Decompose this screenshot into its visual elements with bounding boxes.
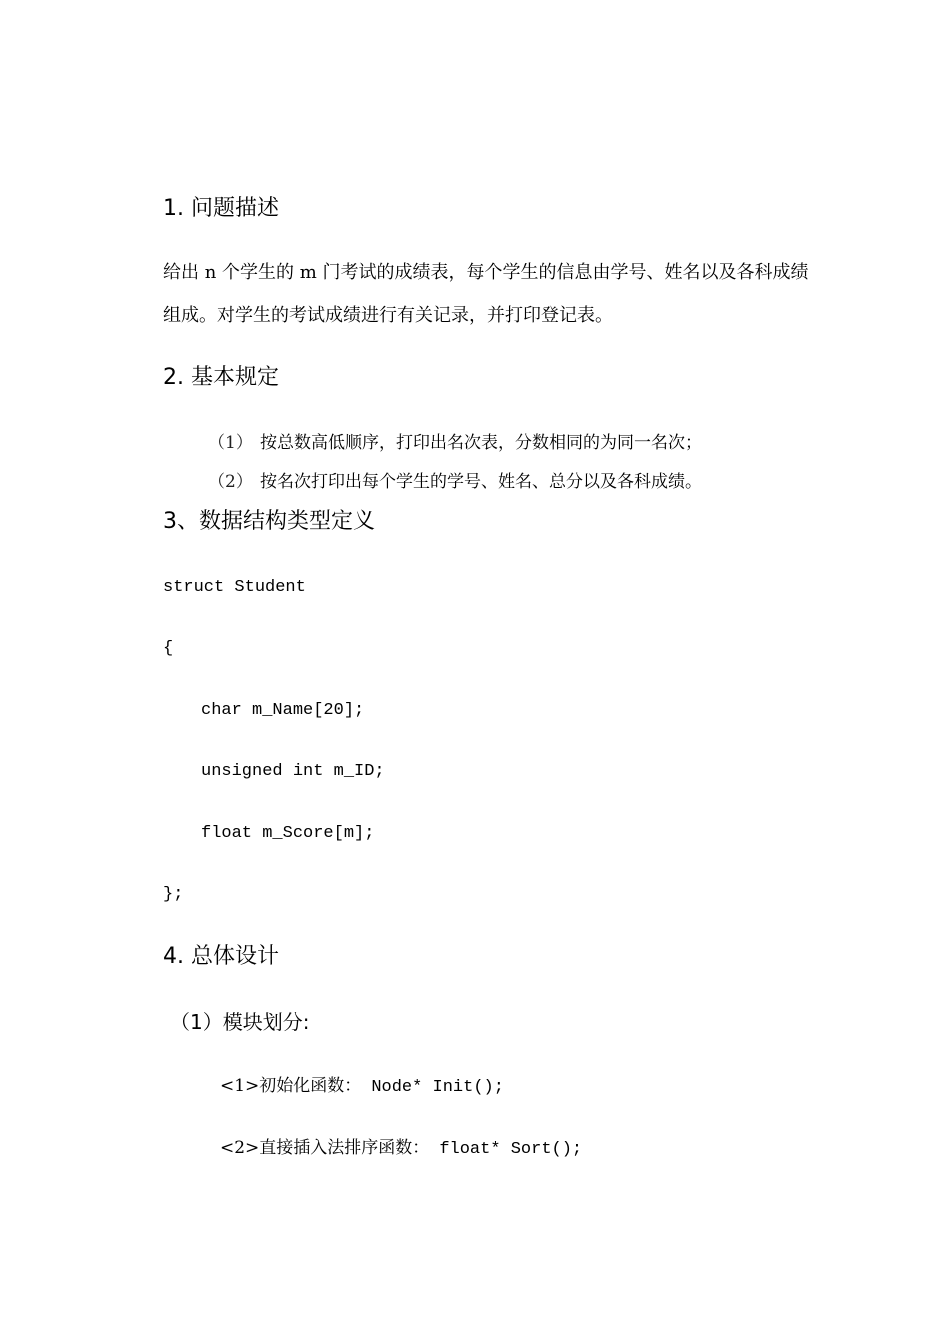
section2-item-2 bbox=[208, 470, 702, 494]
item-text: 按总数高低顺序，打印出名次表，分数相同的为同一名次； bbox=[260, 433, 702, 453]
code-line-id: unsigned int m_ID; bbox=[201, 762, 385, 781]
item-number: （2） bbox=[208, 472, 253, 492]
section2-item-1 bbox=[208, 431, 702, 455]
section2-heading: 2. 基本规定 bbox=[163, 365, 279, 390]
item-number: （1） bbox=[208, 433, 253, 453]
section1-heading: 1. 问题描述 bbox=[163, 196, 279, 221]
module-item-2 bbox=[220, 1136, 582, 1162]
module-label: <2>直接插入法排序函数： bbox=[220, 1138, 430, 1158]
module-function: Node* Init(); bbox=[371, 1078, 504, 1097]
code-line-struct: struct Student bbox=[163, 578, 306, 597]
module-label: <1>初始化函数： bbox=[220, 1076, 362, 1096]
section3-heading: 3、数据结构类型定义 bbox=[163, 509, 375, 534]
item-text: 按名次打印出每个学生的学号、姓名、总分以及各科成绩。 bbox=[260, 472, 702, 492]
module-function: float* Sort(); bbox=[439, 1140, 583, 1159]
module-item-1 bbox=[220, 1074, 504, 1100]
section1-line-1: 给出 n 个学生的 m 门考试的成绩表，每个学生的信息由学号、姓名以及各科成绩 bbox=[163, 262, 809, 283]
code-line-open-brace: { bbox=[163, 639, 174, 658]
section1-line-2: 组成。对学生的考试成绩进行有关记录，并打印登记表。 bbox=[163, 305, 613, 326]
code-line-score: float m_Score[m]; bbox=[201, 824, 375, 843]
code-line-close-brace: }; bbox=[163, 885, 184, 904]
section4-heading: 4. 总体设计 bbox=[163, 944, 279, 969]
section4-subheading: （1）模块划分: bbox=[170, 1010, 310, 1034]
code-line-name: char m_Name[20]; bbox=[201, 701, 365, 720]
